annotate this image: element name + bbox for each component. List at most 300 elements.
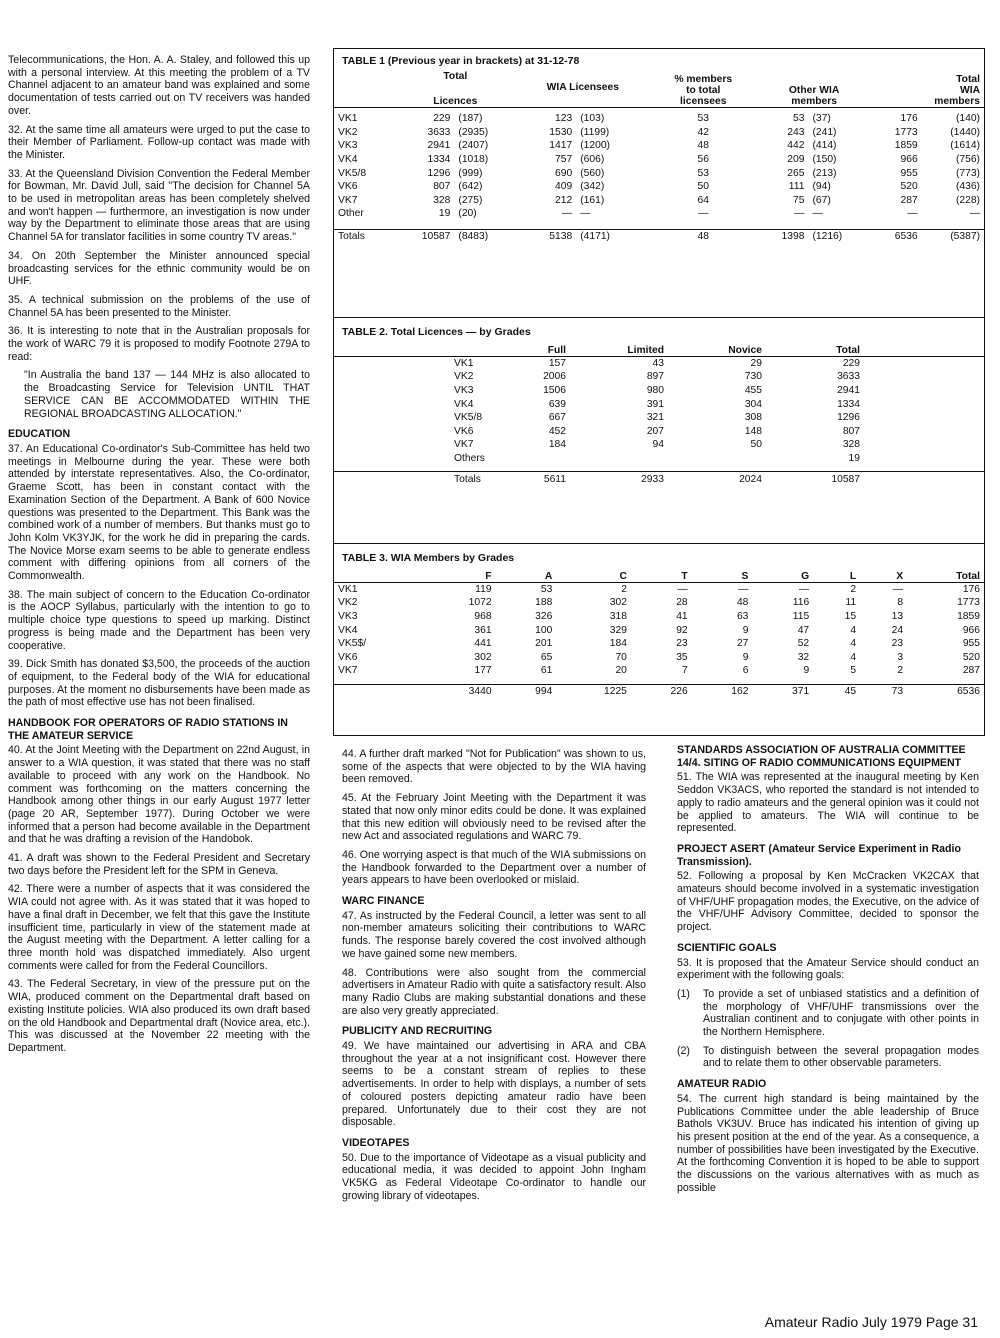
table-cell: (773)	[955, 167, 980, 179]
table-cell: 53	[697, 167, 709, 179]
list-item-text: To provide a set of unbiased statistics and a definition of the morphology of VHF/UHF transmissions over the Australian continent and to conjugate with other points in the Northern Hemisphere.	[703, 987, 979, 1039]
table-cell: (4171)	[576, 229, 649, 243]
table2	[334, 342, 984, 486]
table-cell: 730	[744, 371, 762, 383]
table-cell: 229	[842, 357, 860, 369]
section-heading: SCIENTIFIC GOALS	[677, 941, 777, 954]
table-cell: 41	[676, 611, 688, 623]
table-cell	[570, 452, 668, 466]
section-heading: EDUCATION	[8, 428, 71, 441]
table-cell: —	[561, 208, 573, 220]
table-cell: 61	[540, 665, 553, 677]
table-cell: 391	[646, 398, 664, 410]
table-cell: —	[798, 583, 810, 595]
table-cell: 3	[897, 651, 904, 663]
table-cell: 6536	[907, 684, 984, 698]
totals-row	[334, 684, 984, 698]
paragraph: 51. The WIA was represented at the inaugural meeting by Ken Seddon VK3ACS, who reported the standard is not intended to apply to radio amateurs and the general opinion was it could not be applied to amateurs. The WIA will continue to be represented.	[677, 771, 979, 835]
table-cell: (606)	[580, 154, 605, 166]
table-cell: 287	[900, 194, 918, 206]
right-column	[677, 744, 979, 1201]
table-row	[334, 397, 984, 411]
table-cell: 1398	[757, 229, 808, 243]
table-cell: 308	[744, 412, 762, 424]
table-cell: 119	[475, 583, 492, 595]
paragraph: 53. It is proposed that the Amateur Service should conduct an experiment with the following goals:	[677, 956, 979, 982]
table-cell: 52	[797, 638, 810, 650]
table-row	[334, 452, 984, 466]
row-label: VK7	[454, 439, 474, 451]
table-cell: 1773	[957, 597, 980, 609]
table-cell: 201	[535, 638, 553, 650]
table-cell: 48	[649, 229, 757, 243]
table-row	[334, 126, 984, 140]
row-label: VK1	[338, 583, 358, 595]
table-cell: 75	[792, 194, 805, 206]
table-cell: —	[580, 208, 591, 220]
table-cell: 1334	[837, 398, 860, 410]
table-row	[334, 194, 984, 208]
table-cell: 176	[962, 583, 980, 595]
row-label: VK4	[454, 398, 474, 410]
table-cell: 1417	[549, 140, 573, 152]
row-label: VK2	[338, 597, 358, 609]
table-cell: 229	[433, 113, 451, 125]
paragraph: 32. At the same time all amateurs were urged to put the case to their Member of Parliament. Follow-up contact was made with the Minister.	[8, 123, 310, 161]
table-cell: 111	[788, 181, 805, 193]
table-cell: 897	[646, 371, 664, 383]
table-cell: —	[892, 583, 904, 595]
table-cell: 2941	[837, 385, 860, 397]
block-quote: "In Australia the band 137 — 144 MHz is also allocated to the Broadcasting Service for Television UNTIL THAT SERVICE CAN BE ACCOMMODATED WITHIN THE REGIONAL BROADCASTING ALLOCATION."	[24, 369, 310, 420]
table1-section	[334, 55, 984, 243]
column-header: G	[752, 568, 813, 582]
row-label: VK3	[454, 385, 474, 397]
table-cell: 23	[676, 638, 688, 650]
table-cell: (241)	[812, 126, 837, 138]
table-cell: 2006	[543, 371, 566, 383]
column-header: Novice	[668, 342, 766, 356]
table-row	[334, 651, 984, 665]
row-label: VK7	[338, 665, 358, 677]
table-cell: 92	[676, 624, 688, 636]
table-cell: 807	[842, 425, 860, 437]
table-cell: 955	[900, 167, 918, 179]
row-label: VK6	[338, 651, 358, 663]
list-item-text: To distinguish between the several propagation modes and to relate them to other observable parameters.	[703, 1044, 979, 1070]
table-row	[334, 384, 984, 398]
table1-title: TABLE 1 (Previous year in brackets) at 31-12-78	[342, 55, 580, 67]
paragraph: 45. At the February Joint Meeting with the Department it was stated that now only minor edits could be done. It was explained that this new edition will obviously need to be revised after the new Act and associated regulations and WARC 79.	[342, 792, 646, 843]
row-label: VK5/8	[338, 167, 367, 179]
table1	[334, 71, 984, 243]
paragraph: 40. At the Joint Meeting with the Department on 22nd August, in answer to a WIA question, it was stated that there was no staff available to proceed with any work on the Handbook. No comment was forthcoming on the matters concerning the Handbook among other things in our early August 1977 letter (page 20 AR, September 1977). During October we were informed that a person had become available in the Department and that he was drafting a revision of the Handobok.	[8, 744, 310, 846]
table-cell: 94	[652, 439, 664, 451]
row-label: VK1	[454, 357, 474, 369]
row-label: VK6	[454, 425, 474, 437]
column-header: S	[692, 568, 753, 582]
table-cell: 212	[555, 194, 573, 206]
table1-header-other-wia: Other WIA members	[757, 71, 870, 108]
row-label: VK4	[338, 154, 358, 166]
paragraph: 54. The current high standard is being maintained by the Publications Committee under the able leadership of Bruce Bathols VK3UV. Bruce has indicated his intention of giving up his present position at the end of the year. As a consequence, a number of possibilities have been investigated by the Executive. At the forthcoming Convention it is hoped to be able to support the discussions on the various alternatives with as much as possible	[677, 1092, 979, 1194]
list-item	[677, 1045, 979, 1070]
row-label	[334, 684, 421, 698]
paragraph: 37. An Educational Co-ordinator's Sub-Committee has held two meetings in Melbourne during the year. These were both attended by interstate representatives. Also, the Co-ordinator, Graeme Scott, has been in constant contact with the Examination Section of the Department. A Bank of 600 Novice questions was presented to the Department. This Bank was the combined work of a number of members. But thanks must go to John Kolm VK3YJK, for the work he did in preparing the cards. The Novice Morse exam seems to be able to generate endless comment with differing opinions from all corners of the Commonwealth.	[8, 442, 310, 583]
page-footer: Amateur Radio July 1979 Page 31	[764, 1314, 978, 1330]
row-label: VK2	[454, 371, 474, 383]
table-cell: 442	[787, 140, 805, 152]
left-column	[8, 54, 310, 1061]
table-cell: 53	[792, 113, 805, 125]
table-cell: 1334	[427, 154, 451, 166]
table-cell: 8	[897, 597, 904, 609]
table-cell: (1440)	[950, 126, 980, 138]
table-cell: 56	[697, 154, 709, 166]
table-cell: 19	[438, 208, 451, 220]
table-row	[334, 166, 984, 180]
table-cell: 2	[897, 665, 904, 677]
table-cell: (414)	[812, 140, 837, 152]
table-cell: 148	[744, 425, 762, 437]
table1-header-wia-licensees: WIA Licensees	[517, 71, 649, 108]
column-header: Full	[492, 342, 570, 356]
totals-row	[334, 229, 984, 243]
table-cell: —	[794, 208, 805, 220]
table-cell: 994	[496, 684, 557, 698]
table-row	[334, 596, 984, 610]
table-cell: 188	[535, 597, 553, 609]
paragraph: 42. There were a number of aspects that it was considered the WIA could not agree with. As it was stated that it was hoped to have a final draft in December, we felt that this gave the Institute insufficient time, particularly in view of the statement made at the August meeting with the Department. A letter calling for a three month hold was dispatched immediately. Also urgent comments were called for from the Federal Councillors.	[8, 883, 310, 972]
table-cell: 2933	[570, 472, 668, 486]
table-cell: 1296	[427, 167, 451, 179]
table-cell: 43	[652, 357, 664, 369]
table-cell: —	[812, 208, 823, 220]
table-cell: 27	[736, 638, 749, 650]
paragraph: 33. At the Queensland Division Convention the Federal Member for Bowman, Mr. David Jull, said "The decision for Channel 5A to be used in metropolitan areas has been completely shelved and won't happen — furthermore, an investigation is now under way by the Department to eliminate those areas that are using Channel 5A for translator facilities in some country TV areas."	[8, 167, 310, 244]
paragraph: Telecommunications, the Hon. A. A. Staley, and followed this up with a personal interview. At this meeting the problem of a TV Channel adjacent to an amateur band was explained and some documentation of tests carried out on TV receivers was handed over.	[8, 54, 310, 117]
table-cell: 5611	[492, 472, 570, 486]
table-cell: (140)	[955, 113, 980, 125]
table1-header-percent: % members to total licensees	[649, 71, 757, 108]
table-cell: (5387)	[922, 229, 984, 243]
table-cell: 265	[787, 167, 805, 179]
table-cell: 520	[900, 181, 918, 193]
table-cell: 184	[609, 638, 627, 650]
table-cell: 48	[736, 597, 749, 609]
table-cell: (103)	[580, 113, 605, 125]
table-cell: 302	[609, 597, 627, 609]
paragraph: 50. Due to the importance of Videotape as a visual publicity and educational media, it was decided to appoint John Ingham VK5KG as Federal Videotape Co-ordinator to handle our growing library of videotapes.	[342, 1151, 646, 1202]
table-cell: 955	[962, 638, 980, 650]
table-cell: 4	[850, 624, 857, 636]
column-header: C	[556, 568, 631, 582]
table-cell: 23	[891, 638, 904, 650]
table-cell: 48	[697, 140, 709, 152]
section-heading: WARC FINANCE	[342, 895, 425, 908]
table-cell: 1506	[543, 385, 566, 397]
table-cell: (999)	[458, 167, 483, 179]
table3-section	[334, 543, 984, 698]
table-cell: 24	[891, 624, 904, 636]
row-label: VK3	[338, 140, 358, 152]
table2-section	[334, 317, 984, 486]
table-cell: 5138	[517, 229, 577, 243]
table-cell: 980	[646, 385, 664, 397]
table-cell: 4	[850, 651, 857, 663]
table-cell: 5	[850, 665, 857, 677]
table-cell: 35	[676, 651, 688, 663]
table-cell: 3440	[421, 684, 496, 698]
table-cell: 9	[803, 665, 810, 677]
table-cell: 2	[850, 583, 857, 595]
table2-title: TABLE 2. Total Licences — by Grades	[342, 326, 531, 338]
paragraph: 41. A draft was shown to the Federal President and Secretary two days before the President left for the SPM in Geneva.	[8, 852, 310, 877]
section-heading: AMATEUR RADIO	[677, 1078, 767, 1091]
table-row	[334, 582, 984, 596]
table-cell: 42	[697, 126, 709, 138]
table-cell	[492, 452, 570, 466]
paragraph: 38. The main subject of concern to the Education Co-ordinator is the AOCP Syllabus, particularly with the intention to go to multiple choice type questions to speed up marking. Distinct progress is being made and the Department has been very cooperative.	[8, 588, 310, 652]
table-cell: 1859	[957, 611, 980, 623]
table-cell: 2941	[427, 140, 451, 152]
row-label: VK7	[338, 194, 358, 206]
table-cell: 1859	[894, 140, 918, 152]
paragraph: 44. A further draft marked "Not for Publication" was shown to us, some of the aspects that were objected to by the WIA having been removed.	[342, 748, 646, 786]
table-cell: 7	[681, 665, 688, 677]
table-cell: 361	[474, 624, 492, 636]
row-label: Totals	[334, 472, 492, 486]
table3	[334, 568, 984, 698]
table-cell: 968	[474, 611, 492, 623]
column-header: T	[631, 568, 692, 582]
table-cell: 1225	[556, 684, 631, 698]
table-cell: 6536	[871, 229, 922, 243]
table-cell: 70	[615, 651, 627, 663]
table-cell: (37)	[812, 113, 831, 125]
column-header: F	[421, 568, 496, 582]
table-cell: 455	[744, 385, 762, 397]
paragraph: 48. Contributions were also sought from the commercial advertisers in Amateur Radio with quite a satisfactory result. Also many Radio Clubs are making substantial donations and these are also very greatly appreciated.	[342, 966, 646, 1017]
table-cell: 64	[697, 194, 709, 206]
table-cell: 115	[792, 611, 810, 623]
table-cell: 157	[548, 357, 566, 369]
section-heading: PROJECT ASERT (Amateur Service Experiment in Radio Transmission).	[677, 842, 961, 868]
table-cell: 13	[891, 611, 904, 623]
table-cell: 116	[792, 597, 810, 609]
table-cell: 50	[750, 439, 762, 451]
table-row	[334, 139, 984, 153]
table-cell: (342)	[580, 181, 605, 193]
column-header: X	[860, 568, 907, 582]
column-header: Total	[766, 342, 864, 356]
table-cell: (1018)	[458, 154, 489, 166]
table-cell: (275)	[458, 194, 483, 206]
table-cell: 302	[474, 651, 492, 663]
table-cell: 441	[474, 638, 492, 650]
paragraph: 49. We have maintained our advertising in ARA and CBA throughout the year at a not insignificant cost. However there seems to be a constant stream of replies to these advertisements. In order to help with displays, a number of sets of coloured posters depicting amateur radio have been prepared. Unfortunately due to their cost they are not disposable.	[342, 1040, 646, 1129]
table-cell: (1614)	[950, 140, 980, 152]
table-cell: (213)	[812, 167, 837, 179]
column-header	[334, 568, 421, 582]
middle-column	[342, 748, 646, 1209]
row-label: VK4	[338, 624, 358, 636]
table-cell: (1199)	[580, 126, 610, 138]
table-row	[334, 153, 984, 167]
table-cell: 184	[548, 439, 566, 451]
table-cell: 15	[844, 611, 857, 623]
table-cell: 1773	[894, 126, 918, 138]
table-cell: 321	[646, 412, 664, 424]
table-cell: 207	[646, 425, 664, 437]
table-cell: (8483)	[454, 229, 516, 243]
table-cell: 639	[548, 398, 566, 410]
table-cell: (756)	[955, 154, 980, 166]
table-cell: 47	[797, 624, 810, 636]
table-cell: 29	[750, 357, 762, 369]
paragraph: 52. Following a proposal by Ken McCracken VK2CAX that amateurs should become involved in a systematic investigation of VHF/UHF propagation modes, the Executive, on the advice of the VHF/UHF Advisory Committee, decided to sponsor the project.	[677, 870, 979, 934]
table-cell: 65	[540, 651, 553, 663]
table-cell: 50	[697, 181, 709, 193]
table-cell: —	[969, 208, 980, 220]
table-cell: (436)	[955, 181, 980, 193]
table-row	[334, 637, 984, 651]
list-item-number: (1)	[677, 987, 690, 1000]
table-row	[334, 356, 984, 370]
paragraph: 39. Dick Smith has donated $3,500, the proceeds of the auction of equipment, to the Federal body of the WIA for educational purposes. At the moment no disbursements have been made as the path of most effective use has not been finalised.	[8, 658, 310, 709]
table-row	[334, 438, 984, 452]
paragraph: 34. On 20th September the Minister announced special broadcasting services for the ethnic community would be on UHF.	[8, 249, 310, 288]
table-cell: 2024	[668, 472, 766, 486]
table-cell: (228)	[955, 194, 980, 206]
table-cell: 1296	[837, 412, 860, 424]
table-cell: (1216)	[808, 229, 870, 243]
table-cell: 53	[697, 113, 709, 125]
paragraph: 46. One worrying aspect is that much of the WIA submissions on the Handbook forwarded to the Department over a number of years appears to have been overlooked or mislaid.	[342, 848, 646, 887]
row-label: Other	[338, 208, 364, 220]
table-cell: (20)	[458, 208, 477, 220]
table-cell: 757	[555, 154, 573, 166]
table-cell: (2935)	[458, 126, 489, 138]
table-cell: 6	[742, 665, 749, 677]
table-cell: 329	[609, 624, 627, 636]
statistics-tables-box	[333, 48, 985, 736]
table1-header-total-wia: Total WIA members	[871, 71, 984, 108]
table-cell: 326	[535, 611, 553, 623]
table-cell: (67)	[812, 194, 831, 206]
table-cell: 966	[962, 624, 980, 636]
table-cell: (2407)	[458, 140, 489, 152]
table-cell: 162	[692, 684, 753, 698]
row-label: VK2	[338, 126, 358, 138]
row-label: Totals	[334, 229, 394, 243]
paragraph: 36. It is interesting to note that in the Australian proposals for the work of WARC 79 it is proposed to modify Footnote 279A to read:	[8, 325, 310, 363]
table-cell: 32	[797, 651, 810, 663]
table-cell: 4	[850, 638, 857, 650]
table-cell: 123	[555, 113, 573, 125]
table-row	[334, 370, 984, 384]
column-header: A	[496, 568, 557, 582]
list-item-number: (2)	[677, 1044, 690, 1057]
table-cell: 73	[860, 684, 907, 698]
table-cell: 100	[535, 624, 553, 636]
table-row	[334, 207, 984, 221]
table-row	[334, 411, 984, 425]
table-row	[334, 610, 984, 624]
table-cell: 328	[433, 194, 451, 206]
table-cell: 3633	[837, 371, 860, 383]
table-cell: (642)	[458, 181, 483, 193]
row-label: VK5/8	[454, 412, 483, 424]
table-cell: 287	[962, 665, 980, 677]
column-header: L	[813, 568, 860, 582]
table-cell: 28	[676, 597, 688, 609]
column-header: Total	[907, 568, 984, 582]
table-cell: 63	[736, 611, 749, 623]
table-cell: 9	[742, 624, 749, 636]
table1-header-total-licences: Total Licences	[394, 71, 517, 108]
table-cell: 328	[842, 439, 860, 451]
table-cell: —	[907, 208, 918, 220]
table-row	[334, 180, 984, 194]
table-cell: 1530	[549, 126, 573, 138]
table-cell: 226	[631, 684, 692, 698]
table-cell: 690	[555, 167, 573, 179]
table-cell: 520	[962, 651, 980, 663]
table-cell: 11	[845, 597, 857, 609]
table-cell: —	[698, 208, 709, 220]
table-cell: 177	[474, 665, 492, 677]
row-label: VK3	[338, 611, 358, 623]
table-cell: 176	[900, 113, 918, 125]
table-cell: (94)	[812, 181, 831, 193]
table3-title: TABLE 3. WIA Members by Grades	[342, 552, 515, 564]
row-label: VK5$/	[338, 638, 367, 650]
table-cell: 318	[609, 611, 627, 623]
table-row	[334, 108, 984, 126]
table-cell: 667	[548, 412, 566, 424]
table-cell: —	[738, 583, 749, 595]
table-cell: (1200)	[580, 140, 610, 152]
totals-row	[334, 472, 984, 486]
table-cell: 243	[787, 126, 805, 138]
table-cell: 9	[742, 651, 749, 663]
table-cell: 304	[744, 398, 762, 410]
section-heading: VIDEOTAPES	[342, 1136, 410, 1149]
table-cell: 2	[621, 583, 627, 595]
row-label: Others	[454, 453, 485, 465]
table-row	[334, 623, 984, 637]
table-cell: (161)	[580, 194, 605, 206]
table-cell: (560)	[580, 167, 605, 179]
section-heading: PUBLICITY AND RECRUITING	[342, 1025, 493, 1038]
paragraph: 47. As instructed by the Federal Council, a letter was sent to all non-member amateurs soliciting their contributions to WARC funds. The response barely covered the cost involved although we have gained some new members.	[342, 909, 646, 960]
table-cell: 452	[548, 425, 566, 437]
paragraph: 43. The Federal Secretary, in view of the pressure put on the WIA, produced comment on the Departmental draft based on existing Institute policies. WIA also produced its own draft based on the old Handbook and Departmental draft (Novice area, etc.). This was discussed at the November 22 meeting with the Department.	[8, 978, 310, 1054]
section-heading: HANDBOOK FOR OPERATORS OF RADIO STATIONS IN THE AMATEUR SERVICE	[8, 717, 288, 742]
table-cell	[668, 452, 766, 466]
row-label: VK1	[338, 113, 358, 125]
table-cell: 209	[787, 154, 805, 166]
table-cell: 409	[555, 181, 573, 193]
table-cell: 53	[540, 583, 553, 595]
table-cell: 966	[900, 154, 918, 166]
table-cell: 10587	[394, 229, 454, 243]
table-cell: 3633	[427, 126, 451, 138]
table-cell: 1072	[468, 597, 492, 609]
table-row	[334, 425, 984, 439]
table-cell: (150)	[812, 154, 837, 166]
